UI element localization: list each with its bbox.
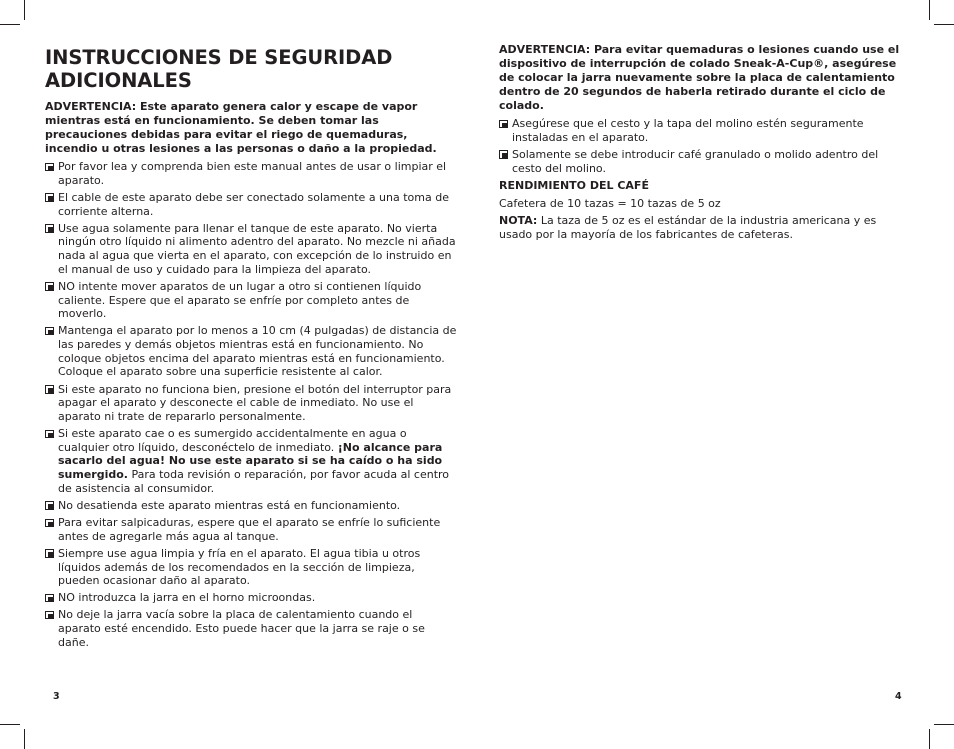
page-title-line2: ADICIONALES bbox=[45, 69, 192, 92]
sneak-a-cup-warning: ADVERTENCIA: Para evitar quemaduras o lesiones cuando use el dispositivo de interrupción de colado Sneak-A-Cup®, asegúrese de colocar la jarra nuevamente sobre la placa de calentamiento dentro de 20 segundos de haberla retirado durante el ciclo de colado. bbox=[499, 43, 900, 112]
yield-heading: RENDIMIENTO DEL CAFÉ bbox=[499, 178, 649, 192]
checkbox-bullet-icon bbox=[45, 193, 54, 202]
checkbox-bullet-icon bbox=[45, 163, 54, 172]
checkbox-bullet-icon bbox=[45, 327, 54, 336]
crop-mark-top-right-h bbox=[934, 24, 954, 25]
list-item: Para evitar salpicaduras, espere que el aparato se enfríe lo suficiente antes de agregarle más agua al tanque. bbox=[45, 516, 457, 543]
list-item: Asegúrese que el cesto y la tapa del molino estén seguramente instaladas en el aparato. bbox=[499, 117, 911, 144]
list-item: Si este aparato no funciona bien, presione el botón del interruptor para apagar el aparato y desconecte el cable de inmediato. No use el aparato ni trate de repararlo personalmente. bbox=[45, 383, 457, 424]
safety-warning: ADVERTENCIA: Este aparato genera calor y escape de vapor mientras está en funcionamiento. Se deben tomar las precauciones debidas para evitar el riego de quemaduras, incendio u otras lesiones a las personas o daño a la propiedad. bbox=[45, 100, 437, 155]
checkbox-bullet-icon bbox=[45, 594, 54, 603]
checkbox-bullet-icon bbox=[45, 549, 54, 558]
checkbox-bullet-icon bbox=[45, 224, 54, 233]
checkbox-bullet-icon bbox=[45, 430, 54, 439]
list-item: Por favor lea y comprenda bien este manual antes de usar o limpiar el aparato. bbox=[45, 160, 457, 187]
checkbox-bullet-icon bbox=[499, 120, 508, 129]
yield-text: Cafetera de 10 tazas = 10 tazas de 5 oz bbox=[499, 196, 721, 210]
safety-list bbox=[45, 160, 457, 650]
note-text: La taza de 5 oz es el estándar de la industria americana y es usado por la mayoría de los fabricantes de cafeteras. bbox=[499, 213, 877, 241]
page-number-left: 3 bbox=[53, 691, 60, 702]
list-item: No desatienda este aparato mientras está en funcionamiento. bbox=[45, 499, 457, 513]
checkbox-bullet-icon bbox=[45, 282, 54, 291]
list-item: Si este aparato cae o es sumergido accidentalmente en agua o cualquier otro líquido, desconéctelo de inmediato. ¡No alcance para sacarlo del agua! No use este aparato si se ha caído o ha sido sumergido. Para toda revisión o reparación, por favor acuda al centro de asistencia al consumidor. bbox=[45, 427, 457, 496]
checkbox-bullet-icon bbox=[45, 385, 54, 394]
list-item: Siempre use agua limpia y fría en el aparato. El agua tibia u otros líquidos además de los recomendados en la sección de limpieza, pueden ocasionar daño al aparato. bbox=[45, 547, 457, 588]
list-item: Use agua solamente para llenar el tanque de este aparato. No vierta ningún otro líquido ni alimento adentro del aparato. No mezcle ni añada nada al agua que vierta en el aparato, con excepción de lo instruido en el manual de uso y cuidado para la limpieza del aparato. bbox=[45, 222, 457, 277]
list-item: El cable de este aparato debe ser conectado solamente a una toma de corriente alterna. bbox=[45, 191, 457, 218]
list-item: NO intente mover aparatos de un lugar a otro si contienen líquido caliente. Espere que el aparato se enfríe por completo antes de moverlo. bbox=[45, 280, 457, 321]
crop-mark-top-left-v bbox=[24, 0, 25, 20]
left-page bbox=[45, 46, 457, 653]
page-title-line1: INSTRUCCIONES DE SEGURIDAD bbox=[45, 46, 393, 69]
page-number-right: 4 bbox=[895, 691, 902, 702]
right-page bbox=[499, 43, 911, 245]
crop-mark-bottom-left-v bbox=[24, 729, 25, 749]
list-item: Mantenga el aparato por lo menos a 10 cm (4 pulgadas) de distancia de las paredes y demás objetos mientras está en funcionamiento. No coloque objetos encima del aparato mientras está en funcionamiento. Coloque el aparato sobre una superficie resistente al calor. bbox=[45, 324, 457, 379]
crop-mark-top-right-v bbox=[929, 0, 930, 20]
checkbox-bullet-icon bbox=[45, 611, 54, 620]
crop-mark-bottom-left-h bbox=[0, 724, 20, 725]
grinder-list bbox=[499, 117, 911, 175]
checkbox-bullet-icon bbox=[45, 501, 54, 510]
page-title bbox=[45, 46, 457, 92]
crop-mark-top-left-h bbox=[0, 24, 20, 25]
note-label: NOTA: bbox=[499, 213, 538, 227]
list-item: Solamente se debe introducir café granulado o molido adentro del cesto del molino. bbox=[499, 148, 911, 175]
list-item: NO introduzca la jarra en el horno microondas. bbox=[45, 591, 457, 605]
checkbox-bullet-icon bbox=[45, 519, 54, 528]
list-item: No deje la jarra vacía sobre la placa de calentamiento cuando el aparato esté encendido. Esto puede hacer que la jarra se raje o se dañe. bbox=[45, 608, 457, 649]
crop-mark-bottom-right-v bbox=[929, 729, 930, 749]
crop-mark-bottom-right-h bbox=[934, 724, 954, 725]
checkbox-bullet-icon bbox=[499, 150, 508, 159]
note bbox=[499, 214, 911, 242]
